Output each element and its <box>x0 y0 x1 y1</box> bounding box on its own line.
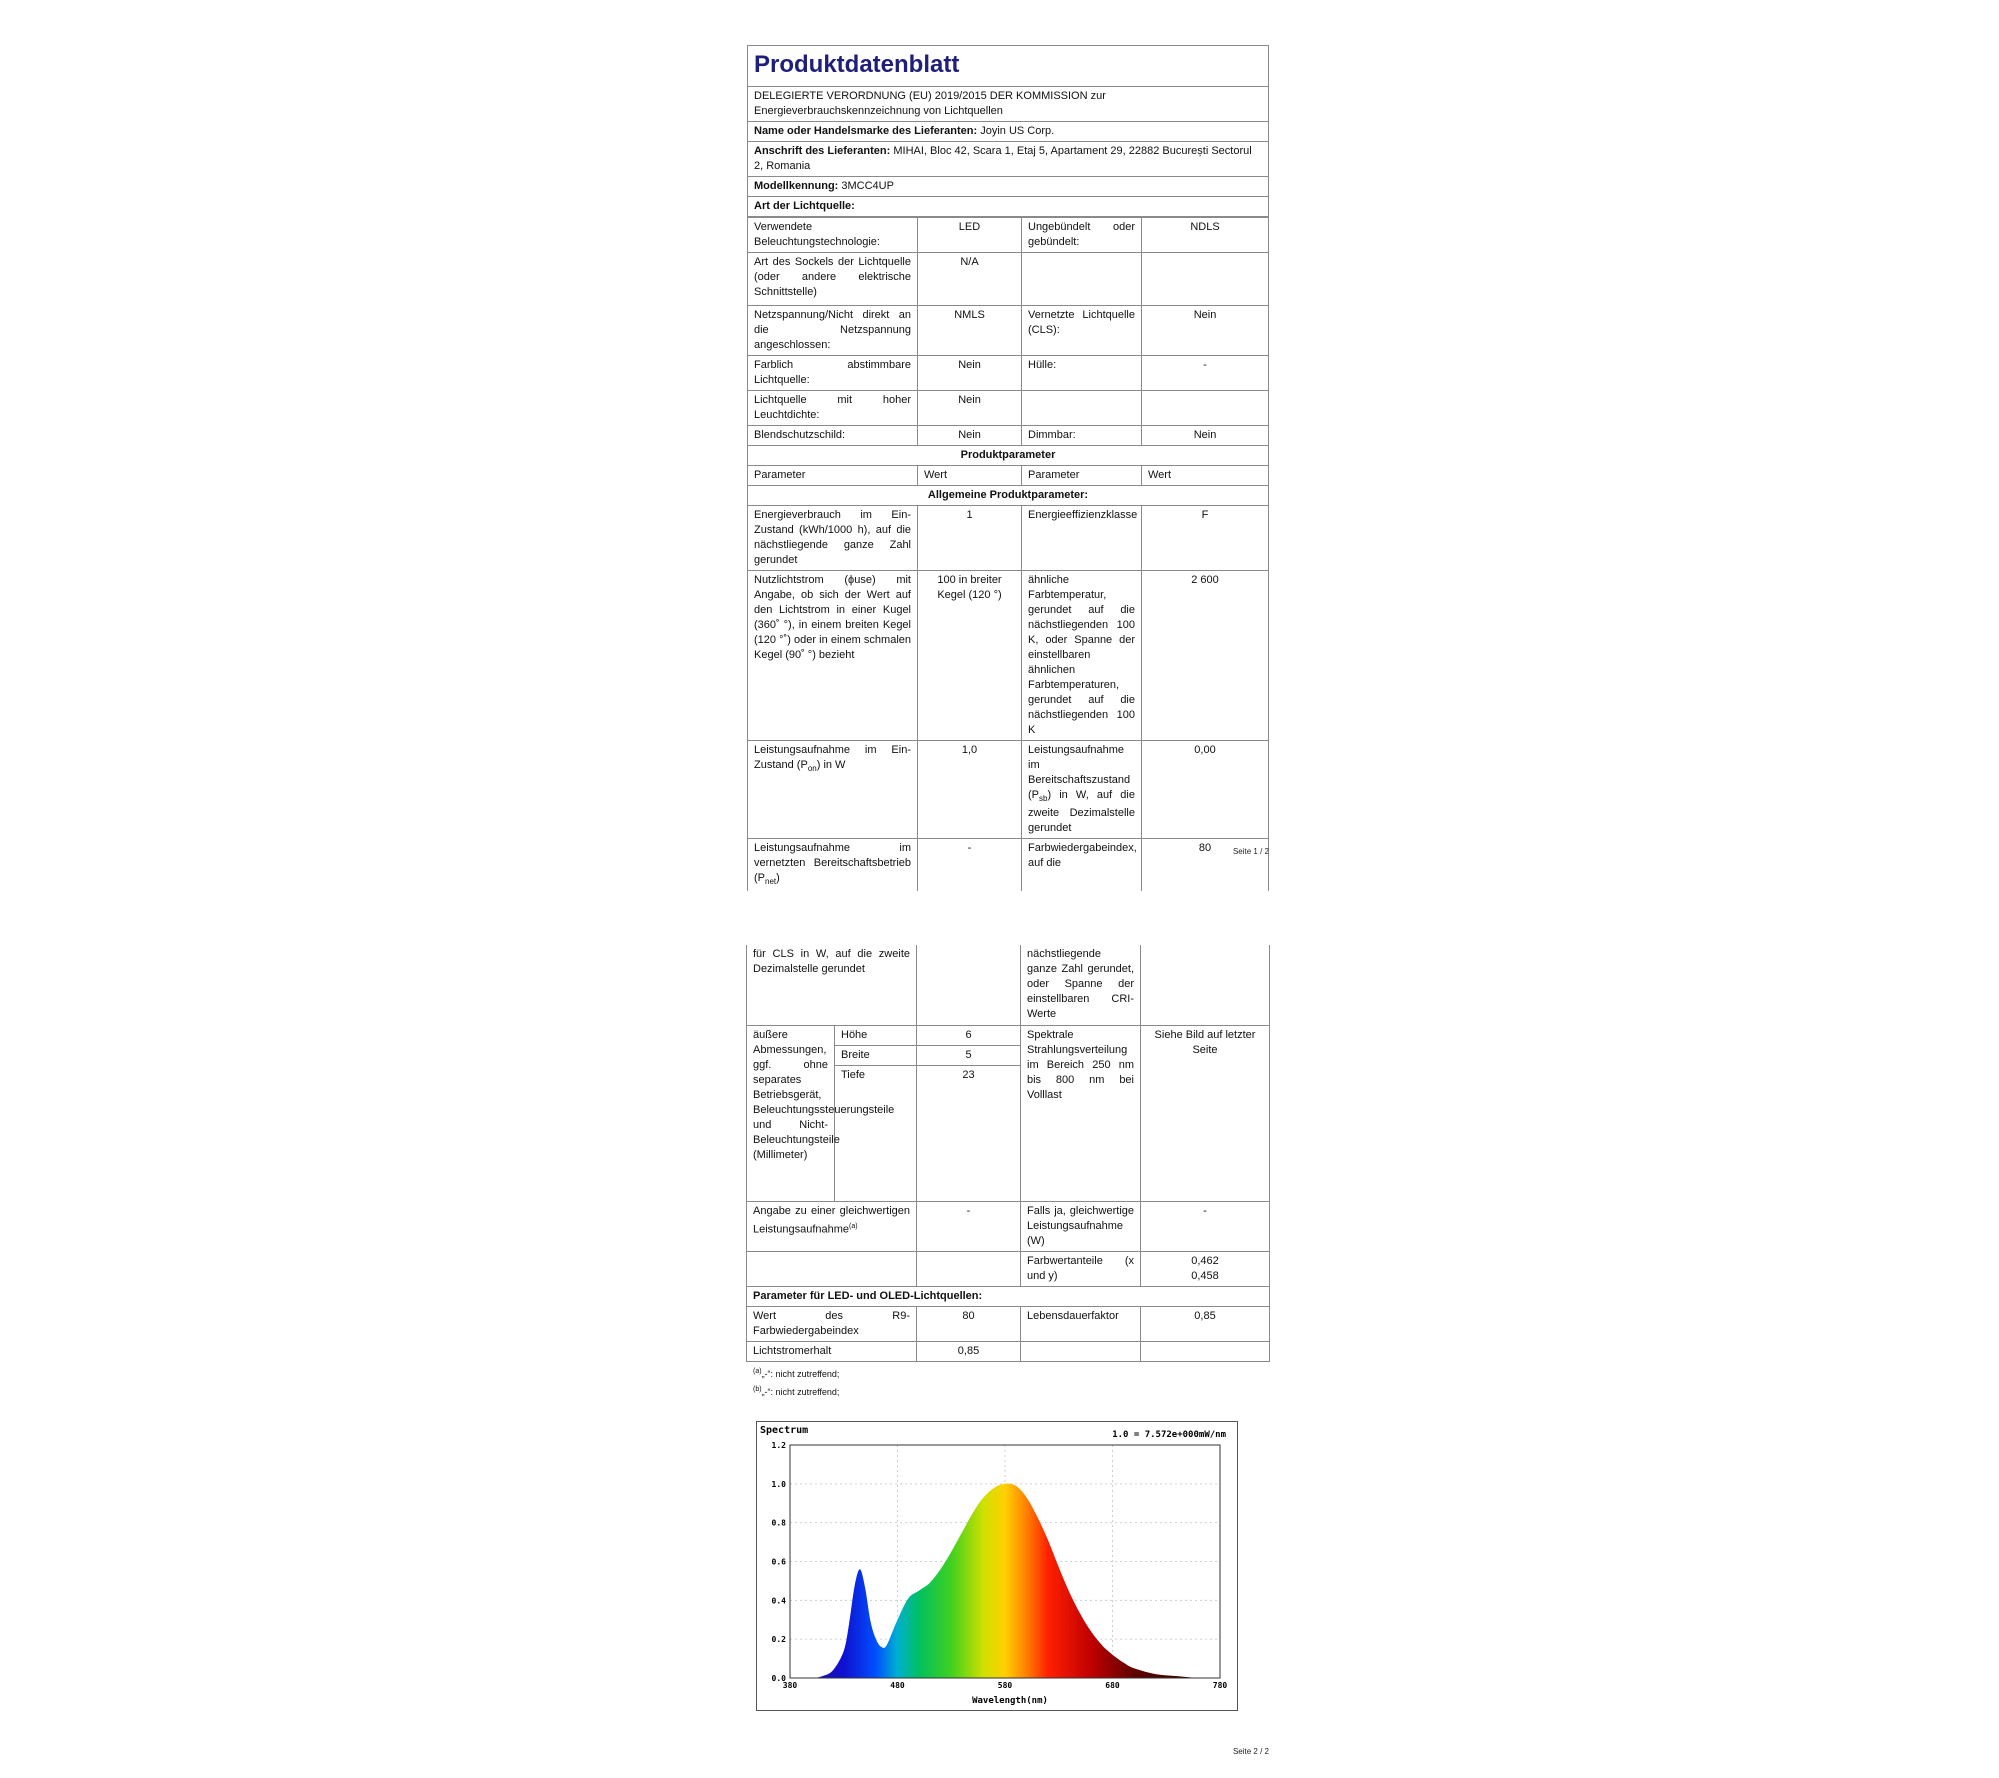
footnote-sup: (b) <box>753 1385 762 1393</box>
param-cell: für CLS in W, auf die zweite Dezimalstelle gerundet <box>747 945 917 1025</box>
value-cell: 0,85 <box>1141 1306 1270 1341</box>
standby-label-b: ) in W, auf die zweite Dezimalstelle gerundet <box>1028 789 1135 835</box>
dim-value: 23 <box>917 1065 1021 1201</box>
value-cell: Nein <box>918 426 1022 446</box>
table-row <box>748 446 1269 466</box>
dim-name: Breite <box>835 1045 917 1065</box>
param-cell: Lichtstromerhalt <box>747 1341 917 1361</box>
value-cell: 80 <box>1142 839 1269 892</box>
value-cell: F <box>1142 506 1269 571</box>
chroma-x: 0,462 <box>1191 1254 1219 1267</box>
x-tick-label: 380 <box>782 1681 798 1690</box>
type-label: Art der Lichtquelle: <box>754 200 855 212</box>
param-cell: ähnliche Farbtemperatur, gerundet auf die nächstliegenden 100 K, oder Spanne der einstellbaren ähnlichen Farbtemperaturen, gerundet auf die nächstliegenden 100 K <box>1022 571 1142 741</box>
value-cell <box>1142 253 1269 306</box>
table-row <box>748 839 1269 892</box>
footnote-sup: (a) <box>753 1367 762 1375</box>
x-tick-label: 680 <box>1105 1681 1120 1690</box>
param-cell <box>1021 1341 1141 1361</box>
param-cell <box>1022 391 1142 426</box>
param-cell <box>748 741 918 839</box>
table-row <box>748 253 1269 306</box>
supplier-label: Name oder Handelsmarke des Lieferanten: <box>754 125 978 137</box>
value-cell: Nein <box>918 391 1022 426</box>
value-cell: Nein <box>1142 306 1269 356</box>
section-header: Parameter für LED- und OLED-Lichtquellen: <box>747 1286 1270 1306</box>
column-header: Parameter <box>748 466 918 486</box>
param-cell: Netzspannung/Nicht direkt an die Netzspannung angeschlossen: <box>748 306 918 356</box>
value-cell <box>1141 1251 1270 1286</box>
supplier-row <box>748 122 1268 142</box>
value-cell: 1 <box>918 506 1022 571</box>
value-cell: N/A <box>918 253 1022 306</box>
chart-title: Spectrum <box>760 1425 809 1436</box>
table-row <box>747 1251 1270 1286</box>
footnote-text: „-“: nicht zutreffend; <box>761 1386 840 1397</box>
spectral-value: Siehe Bild auf letzter Seite <box>1141 1025 1270 1201</box>
type-header <box>748 197 1268 217</box>
value-cell: - <box>1141 1201 1270 1251</box>
model-label: Modellkennung: <box>754 180 839 192</box>
param-cell <box>748 839 918 892</box>
page-title: Produktdatenblatt <box>748 46 1268 87</box>
y-tick-label: 1.2 <box>771 1441 786 1450</box>
param-cell: Energieeffizienzklasse <box>1022 506 1142 571</box>
x-tick-label: 580 <box>997 1681 1013 1690</box>
table-row <box>748 486 1269 506</box>
value-cell: 2 600 <box>1142 571 1269 741</box>
address-value: MIHAI, Bloc 42, Scara 1, Etaj 5, Apartament 29, 22882 București Sectorul 2, Romania <box>754 145 1252 172</box>
table-row <box>748 218 1269 253</box>
footnote-a <box>747 1364 1269 1382</box>
value-cell <box>917 945 1021 1025</box>
net-label-b: ) <box>776 872 780 885</box>
value-cell <box>1142 391 1269 426</box>
x-axis-label: Wavelength(nm) <box>972 1696 1048 1706</box>
equiv-label: Angabe zu einer gleichwertigen Leistungsaufnahme <box>753 1204 910 1236</box>
power-on-label-a: Leistungsaufnahme im Ein-Zustand (P <box>754 744 911 771</box>
footnote-text: „-“: nicht zutreffend; <box>761 1368 840 1379</box>
footnote-b <box>747 1382 1269 1400</box>
y-tick-label: 0.6 <box>771 1557 786 1567</box>
dim-name: Höhe <box>835 1025 917 1045</box>
params-table-continued <box>746 945 1270 1362</box>
param-cell: Lebensdauerfaktor <box>1021 1306 1141 1341</box>
standby-label-a: Leistungsaufnahme im Bereitschaftszustand (P <box>1028 744 1131 801</box>
address-row <box>748 142 1268 177</box>
y-tick-label: 0.8 <box>771 1518 786 1528</box>
value-cell: LED <box>918 218 1022 253</box>
spectrum-chart <box>756 1421 1238 1711</box>
value-cell <box>1141 945 1270 1025</box>
value-cell <box>917 1251 1021 1286</box>
table-row <box>748 391 1269 426</box>
power-on-label-b: ) in W <box>816 759 846 771</box>
value-cell: Nein <box>918 356 1022 391</box>
value-cell: - <box>1142 356 1269 391</box>
value-cell: NMLS <box>918 306 1022 356</box>
value-cell: 100 in breiter Kegel (120 °) <box>918 571 1022 741</box>
param-cell: Blendschutzschild: <box>748 426 918 446</box>
table-row <box>747 1341 1270 1361</box>
y-tick-label: 0.4 <box>771 1596 786 1606</box>
param-cell: Dimmbar: <box>1022 426 1142 446</box>
param-cell <box>1022 253 1142 306</box>
regulation-text: DELEGIERTE VERORDNUNG (EU) 2019/2015 DER KOMMISSION zur Energieverbrauchskennzeichnung von Lichtquellen <box>748 87 1268 122</box>
param-cell: Falls ja, gleichwertige Leistungsaufnahme (W) <box>1021 1201 1141 1251</box>
param-cell: Vernetzte Lichtquelle (CLS): <box>1022 306 1142 356</box>
y-tick-label: 0.2 <box>771 1635 786 1645</box>
table-row <box>747 945 1270 1025</box>
model-row <box>748 177 1268 197</box>
section-header: Produktparameter <box>748 446 1269 466</box>
supplier-value: Joyin US Corp. <box>980 125 1055 137</box>
table-row <box>747 1306 1270 1341</box>
table-row <box>748 506 1269 571</box>
section-header: Allgemeine Produktparameter: <box>748 486 1269 506</box>
chroma-y: 0,458 <box>1191 1269 1219 1282</box>
type-table <box>747 217 1269 891</box>
table-row <box>748 571 1269 741</box>
param-cell: Ungebündelt oder gebündelt: <box>1022 218 1142 253</box>
dim-value: 6 <box>917 1025 1021 1045</box>
page-1 <box>747 45 1269 887</box>
param-cell: Wert des R9-Farbwiedergabeindex <box>747 1306 917 1341</box>
standby-sub: sb <box>1039 794 1048 804</box>
param-cell: Hülle: <box>1022 356 1142 391</box>
net-sub: net <box>765 877 777 887</box>
address-label: Anschrift des Lieferanten: <box>754 145 891 157</box>
table-header-row <box>748 466 1269 486</box>
equiv-sup: (a) <box>849 1222 858 1230</box>
dim-name: Tiefe <box>835 1065 917 1201</box>
column-header: Wert <box>918 466 1022 486</box>
param-cell <box>747 1251 917 1286</box>
page-number: Seite 2 / 2 <box>1232 1747 1269 1756</box>
param-cell: Lichtquelle mit hoher Leuchtdichte: <box>748 391 918 426</box>
table-row <box>748 426 1269 446</box>
param-cell <box>1022 741 1142 839</box>
page-number: Seite 1 / 2 <box>1232 847 1269 856</box>
column-header: Wert <box>1142 466 1269 486</box>
value-cell: - <box>918 839 1022 892</box>
param-cell: Farblich abstimmbare Lichtquelle: <box>748 356 918 391</box>
value-cell: NDLS <box>1142 218 1269 253</box>
table-row <box>747 1025 1270 1045</box>
table-row <box>748 356 1269 391</box>
table-row <box>748 741 1269 839</box>
param-cell: Verwendete Beleuchtungstechnologie: <box>748 218 918 253</box>
value-cell: 0,85 <box>917 1341 1021 1361</box>
param-cell: Art des Sockels der Lichtquelle (oder andere elektrische Schnittstelle) <box>748 253 918 306</box>
value-cell: 1,0 <box>918 741 1022 839</box>
param-cell: Nutzlichtstrom (ϕuse) mit Angabe, ob sich der Wert auf den Lichtstrom in einer Kugel (360˚ °), in einem breiten Kegel (120 °˚) oder in einem schmalen Kegel (90˚ °) bezieht <box>748 571 918 741</box>
param-cell: Energieverbrauch im Ein-Zustand (kWh/1000 h), auf die nächstliegende ganze Zahl gerundet <box>748 506 918 571</box>
value-cell: - <box>917 1201 1021 1251</box>
column-header: Parameter <box>1022 466 1142 486</box>
datasheet-frame <box>747 45 1269 891</box>
page-2 <box>747 945 1269 1756</box>
param-cell: Farbwiedergabeindex, auf die <box>1022 839 1142 892</box>
dim-value: 5 <box>917 1045 1021 1065</box>
value-cell <box>1141 1341 1270 1361</box>
table-row <box>747 1201 1270 1251</box>
power-on-sub: on <box>807 764 817 774</box>
net-label-a: Leistungsaufnahme im vernetzten Bereitschaftsbetrieb (P <box>754 842 911 885</box>
spectral-label: Spektrale Strahlungsverteilung im Bereich 250 nm bis 800 nm bei Volllast <box>1021 1025 1141 1201</box>
dims-label: äußere Abmessungen, ggf. ohne separates Betriebsgerät, Beleuchtungssteuerungsteile und Nicht-Beleuchtungsteile (Millimeter) <box>747 1025 835 1201</box>
param-cell <box>747 1201 917 1251</box>
value-cell: 0,00 <box>1142 741 1269 839</box>
table-row <box>748 306 1269 356</box>
x-tick-label: 780 <box>1212 1681 1228 1690</box>
y-tick-label: 0.0 <box>771 1674 786 1683</box>
param-cell: Farbwertanteile (x und y) <box>1021 1251 1141 1286</box>
y-tick-label: 1.0 <box>771 1479 786 1489</box>
x-tick-label: 480 <box>890 1681 905 1690</box>
table-row <box>747 1286 1270 1306</box>
value-cell: Nein <box>1142 426 1269 446</box>
value-cell: 80 <box>917 1306 1021 1341</box>
chart-annotation: 1.0 = 7.572e+000mW/nm <box>1112 1430 1226 1440</box>
param-cell: nächstliegende ganze Zahl gerundet, oder Spanne der einstellbaren CRI-Werte <box>1021 945 1141 1025</box>
model-value: 3MCC4UP <box>841 180 894 192</box>
